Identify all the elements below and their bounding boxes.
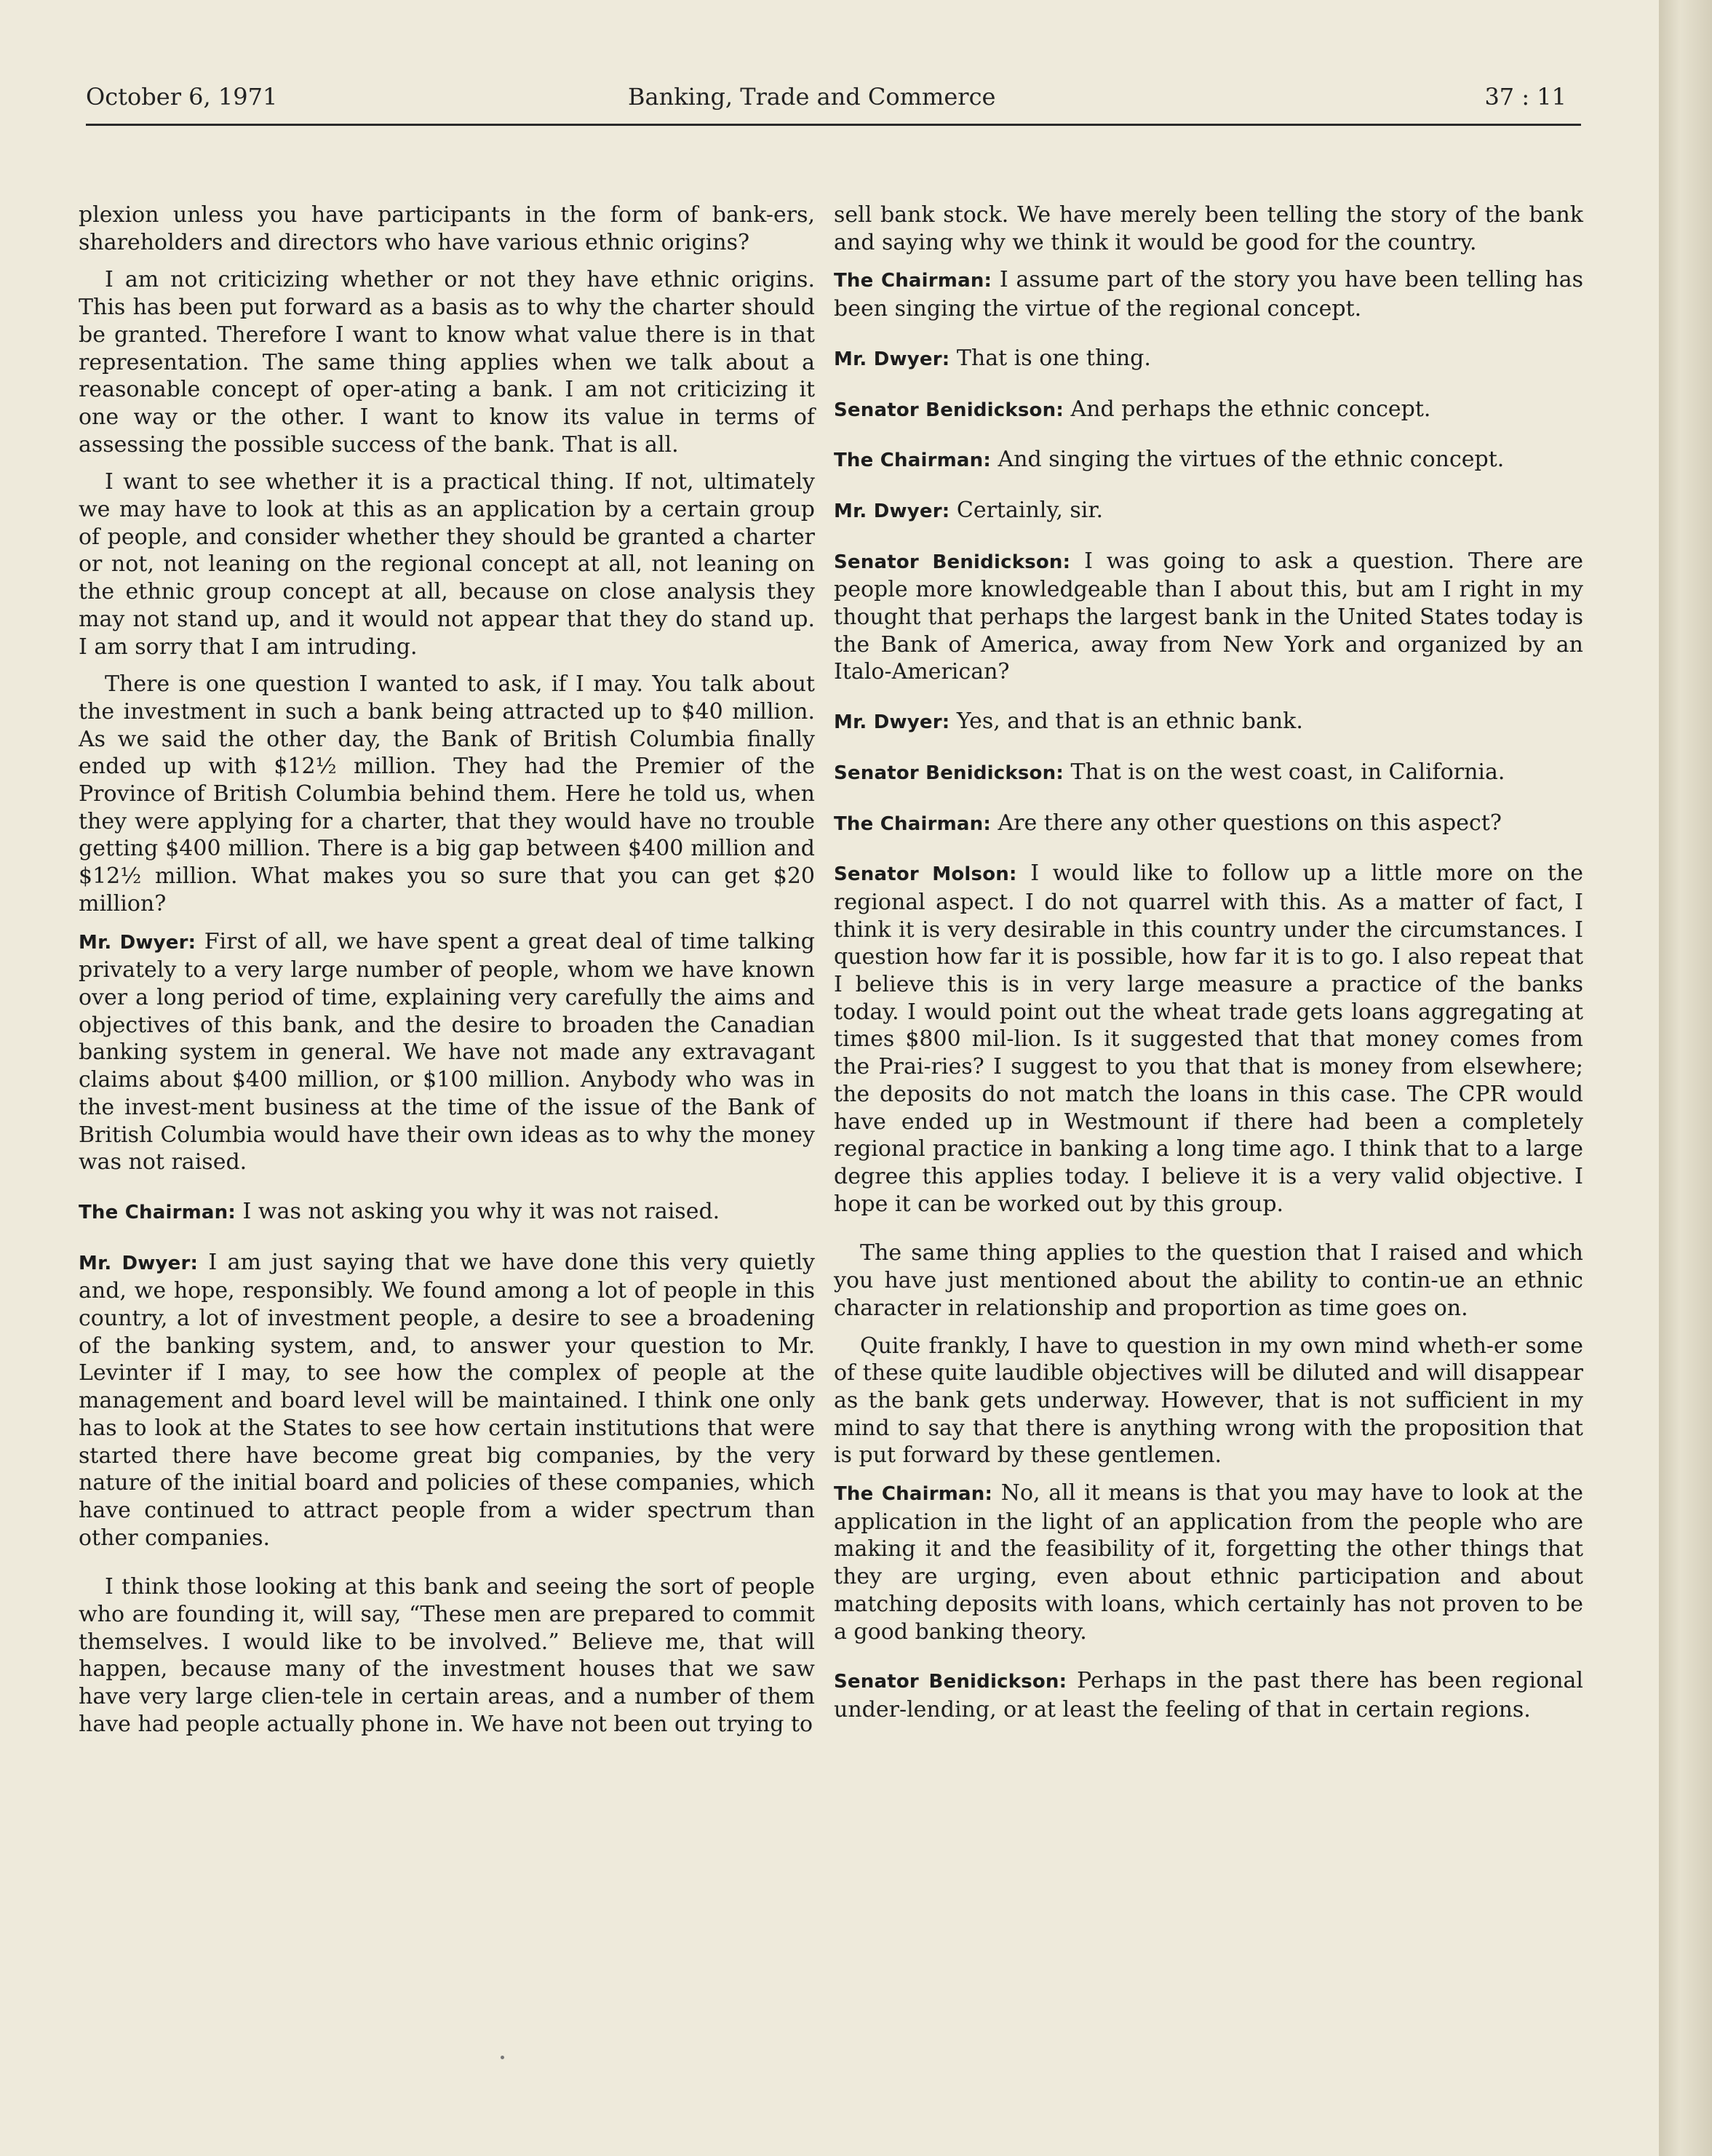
paragraph-text: Are there any other questions on this aspect? bbox=[998, 810, 1502, 836]
paragraph bbox=[79, 468, 815, 660]
paragraph bbox=[834, 266, 1583, 322]
paragraph-text: I was going to ask a question. There are people more knowledgeable than I about this, but am I right in my thought that perhaps the largest bank in the United States today is the Bank of America, away from New York and organized by an Italo-American? bbox=[834, 548, 1583, 685]
speaker-name: The Chairman: bbox=[834, 450, 991, 472]
paragraph bbox=[834, 1333, 1583, 1470]
paragraph-text: plexion unless you have participants in the form of bank-ers, shareholders and directors who have various ethnic origins? bbox=[79, 202, 815, 255]
paragraph-text: sell bank stock. We have merely been telling the story of the bank and saying why we think it would be good for the country. bbox=[834, 202, 1583, 255]
speaker-name: Mr. Dwyer: bbox=[834, 348, 950, 370]
paragraph-text: I would like to follow up a little more on the regional aspect. I do not quarrel with this. As a matter of fact, I think it is very desirable in this country under the circumstances. I question how far it is possible, how far it is to go. I also repeat that I believe this is in very large measure a practice of the banks today. I would point out the wheat trade gets loans aggregating at times $800 mil-lion. Is it suggested that that money comes from the Prai-ries? I suggest to you that that is money from elsewhere; the deposits do not match the loans in this case. The CPR would have ended up in Westmount if there had been a completely regional practice in banking a long time ago. I think that to a large degree this applies today. I believe it is a very valid objective. I hope it can be worked out by this group. bbox=[834, 861, 1583, 1217]
paragraph bbox=[834, 497, 1583, 526]
speaker-name: Mr. Dwyer: bbox=[79, 1252, 199, 1274]
paragraph bbox=[79, 1198, 815, 1227]
speaker-name: The Chairman: bbox=[834, 1483, 993, 1506]
paragraph bbox=[834, 759, 1583, 788]
paragraph-text: And perhaps the ethnic concept. bbox=[1070, 396, 1431, 422]
paragraph-text: That is one thing. bbox=[956, 345, 1151, 371]
paper-speck bbox=[501, 2056, 504, 2059]
paragraph bbox=[79, 1249, 815, 1552]
paragraph-text: First of all, we have spent a great deal of time talking privately to a very large number of people, whom we have known over a long period of time, explaining very carefully the aims and objectives of this bank, and the desire to broaden the Canadian banking system in general. We have not made any extravagant claims about $400 million, or $100 million. Anybody who was in the invest-ment business at the time of the issue of the Bank of British Columbia would have their own ideas as to why the money was not raised. bbox=[79, 928, 815, 1175]
paragraph bbox=[834, 860, 1583, 1218]
paragraph-text: The same thing applies to the question that I raised and which you have just mentioned about the ability to contin-ue an ethnic character in relationship and proportion as time goes on. bbox=[834, 1240, 1583, 1321]
paragraph-text: I assume part of the story you have been telling has been singing the virtue of the regional concept. bbox=[834, 267, 1583, 322]
header-date: October 6, 1971 bbox=[86, 83, 278, 111]
header-page-number: 37 : 11 bbox=[1484, 83, 1566, 111]
paragraph-text: I want to see whether it is a practical thing. If not, ultimately we may have to look at this as an application by a certain group of people, and consider whether they should be granted a charter or not, not leaning on the regional concept at all, not leaning on the ethnic group concept at all, because on close analysis they may not stand up, and it would not appear that they do stand up. I am sorry that I am intruding. bbox=[79, 469, 815, 660]
paragraph-text: I think those looking at this bank and seeing the sort of people who are founding it, will say, “These men are prepared to commit themselves. I would like to be involved.” Believe me, that will happen, because many of the investment houses that we saw have very large clien-tele in certain areas, and a number of them have had people actually phone in. We have not been out trying to bbox=[79, 1574, 815, 1737]
paragraph bbox=[834, 810, 1583, 839]
speaker-name: Senator Benidickson: bbox=[834, 551, 1071, 573]
page-header bbox=[86, 80, 1581, 126]
paragraph bbox=[79, 671, 815, 917]
paragraph-text: Yes, and that is an ethnic bank. bbox=[956, 708, 1303, 735]
speaker-name: Senator Benidickson: bbox=[834, 399, 1064, 421]
speaker-name: The Chairman: bbox=[834, 270, 992, 292]
paragraph bbox=[834, 396, 1583, 425]
right-column bbox=[834, 201, 1583, 1746]
paragraph-text: Perhaps in the past there has been regional under-lending, or at least the feeling of that in certain regions. bbox=[834, 1668, 1583, 1722]
paragraph-text: Quite frankly, I have to question in my own mind wheth-er some of these quite laudible objectives will be diluted and will disappear as the bank gets underway. However, that is not sufficient in my mind to say that there is anything wrong with the proposition that is put forward by these gentlemen. bbox=[834, 1333, 1583, 1469]
paragraph bbox=[834, 1480, 1583, 1645]
speaker-name: Mr. Dwyer: bbox=[79, 931, 196, 954]
header-title: Banking, Trade and Commerce bbox=[628, 83, 996, 111]
paragraph bbox=[834, 446, 1583, 475]
speaker-name: Senator Benidickson: bbox=[834, 762, 1064, 784]
paragraph-text: I am just saying that we have done this very quietly and, we hope, responsibly. We found among a lot of people in this country, a lot of investment people, a desire to see a broadening of the banking system, and, to answer your question to Mr. Levinter if I may, to see how the complex of people at the management and board level will be maintained. I think one only has to look at the States to see how certain institutions that were started there have become great big companies, by the very nature of the initial board and policies of these companies, which have continued to attract people from a wider spectrum than other companies. bbox=[79, 1249, 815, 1551]
speaker-name: The Chairman: bbox=[79, 1201, 236, 1223]
paragraph-text: I am not criticizing whether or not they have ethnic origins. This has been put forward as a basis as to why the charter should be granted. Therefore I want to know what value there is in that representation. The same thing applies when we talk about a reasonable concept of oper-ating a bank. I am not criticizing it one way or the other. I want to know its value in terms of assessing the possible success of the bank. That is all. bbox=[79, 267, 815, 458]
speaker-name: Mr. Dwyer: bbox=[834, 500, 950, 522]
paragraph bbox=[834, 708, 1583, 737]
paragraph bbox=[834, 345, 1583, 374]
speaker-name: The Chairman: bbox=[834, 813, 991, 835]
paragraph bbox=[834, 201, 1583, 256]
paragraph bbox=[79, 928, 815, 1176]
paragraph-text: That is on the west coast, in California. bbox=[1070, 759, 1505, 785]
speaker-name: Mr. Dwyer: bbox=[834, 711, 950, 734]
speaker-name: Senator Benidickson: bbox=[834, 1671, 1067, 1693]
paragraph bbox=[834, 1239, 1583, 1322]
speaker-name: Senator Molson: bbox=[834, 863, 1017, 886]
paragraph-text: There is one question I wanted to ask, if I may. You talk about the investment in such a bank being attracted up to $40 million. As we said the other day, the Bank of British Columbia finally ended up with $12½ million. They had the Premier of the Province of British Columbia behind them. Here he told us, when they were applying for a charter, that they would have no trouble getting $400 million. There is a big gap between $400 million and $12½ million. What makes you so sure that you can get $20 million? bbox=[79, 671, 815, 917]
paragraph bbox=[834, 1667, 1583, 1723]
paragraph bbox=[79, 201, 815, 256]
paragraph-text: Certainly, sir. bbox=[956, 497, 1103, 523]
left-column bbox=[79, 201, 815, 1749]
paragraph-text: No, all it means is that you may have to look at the application in the light of an application from the people who are making it and the feasibility of it, forgetting the other things that they are urging, even about ethnic participation and about matching deposits with loans, which certainly has not proven to be a good banking theory. bbox=[834, 1480, 1583, 1645]
paragraph bbox=[834, 548, 1583, 687]
page-edge bbox=[1659, 0, 1712, 2156]
paragraph-text: I was not asking you why it was not raised. bbox=[242, 1198, 720, 1224]
paragraph bbox=[79, 266, 815, 458]
paragraph-text: And singing the virtues of the ethnic concept. bbox=[998, 447, 1505, 473]
paragraph bbox=[79, 1573, 815, 1738]
